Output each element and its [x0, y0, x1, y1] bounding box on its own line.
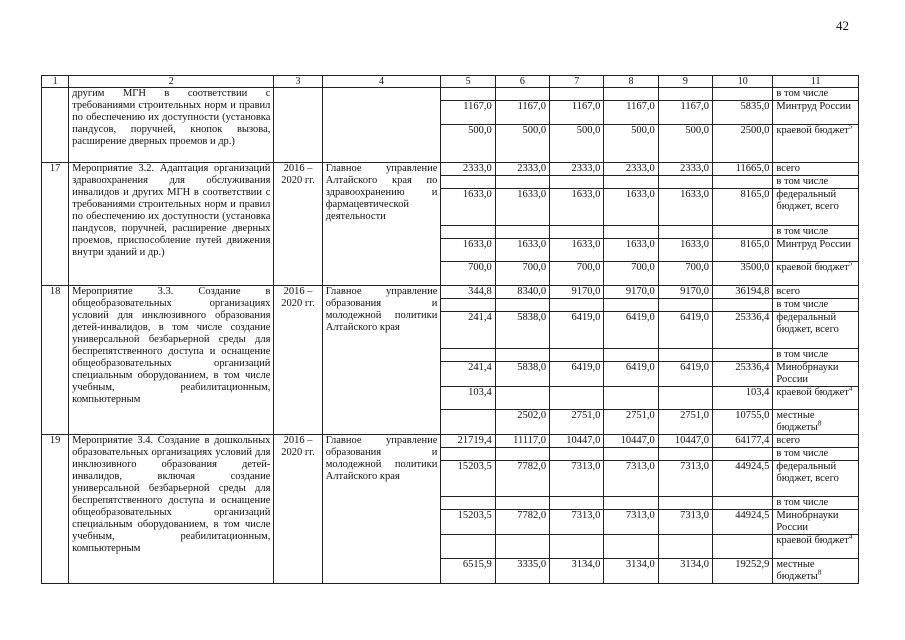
- year-value: 344,8: [441, 286, 495, 299]
- year-value: 500,0: [441, 125, 495, 163]
- year-value: 3134,0: [604, 559, 658, 584]
- year-value: [441, 497, 495, 510]
- year-value: 500,0: [604, 125, 658, 163]
- year-value: 21719,4: [441, 435, 495, 448]
- funding-source-label: федеральный бюджет, всего: [776, 312, 839, 335]
- year-value: 3335,0: [495, 559, 549, 584]
- year-value: [441, 410, 495, 435]
- page-number: 42: [836, 18, 849, 33]
- year-value: 7313,0: [604, 461, 658, 497]
- year-value: 1633,0: [441, 239, 495, 262]
- funding-source-label: краевой бюджет: [776, 262, 849, 273]
- year-value: 2333,0: [604, 163, 658, 176]
- column-number-2: 2: [69, 76, 274, 88]
- period: [274, 88, 322, 163]
- total-value: [713, 176, 773, 189]
- funding-source-label: в том числе: [776, 349, 829, 360]
- year-value: 15203,5: [441, 461, 495, 497]
- total-value: 2500,0: [713, 125, 773, 163]
- year-value: [550, 88, 604, 101]
- year-value: 2502,0: [495, 410, 549, 435]
- year-value: 1633,0: [441, 189, 495, 226]
- year-value: 1167,0: [658, 101, 712, 125]
- funding-source: [773, 88, 859, 101]
- funding-source: [773, 299, 859, 312]
- year-value: 5838,0: [495, 362, 549, 387]
- year-value: [604, 226, 658, 239]
- funding-source: [773, 101, 859, 125]
- funding-source-label: всего: [776, 163, 801, 174]
- year-value: 500,0: [495, 125, 549, 163]
- year-value: [604, 176, 658, 189]
- year-value: [495, 497, 549, 510]
- year-value: 1167,0: [495, 101, 549, 125]
- funding-source-label: краевой бюджет: [776, 387, 849, 398]
- column-number-1: 1: [42, 76, 69, 88]
- year-value: [495, 176, 549, 189]
- header-row: [42, 76, 859, 88]
- measure-number: 17: [42, 163, 69, 286]
- year-value: [604, 349, 658, 362]
- year-value: [604, 88, 658, 101]
- period: 2016 – 2020 гг.: [274, 435, 322, 584]
- funding-source: [773, 497, 859, 510]
- funding-source: [773, 448, 859, 461]
- total-value: 8165,0: [713, 239, 773, 262]
- year-value: [495, 226, 549, 239]
- year-value: 1633,0: [495, 189, 549, 226]
- year-value: [658, 88, 712, 101]
- funding-source: [773, 559, 859, 584]
- measure-number: [42, 88, 69, 163]
- funding-source-label: федеральный бюджет, всего: [776, 189, 839, 212]
- year-value: 8340,0: [495, 286, 549, 299]
- year-value: 6419,0: [658, 312, 712, 349]
- column-number-5: 5: [441, 76, 495, 88]
- budget-table: [41, 75, 859, 584]
- year-value: [441, 448, 495, 461]
- footnote-mark: 4: [848, 386, 853, 393]
- year-value: 10447,0: [658, 435, 712, 448]
- total-value: [713, 226, 773, 239]
- funding-source: [773, 163, 859, 176]
- year-value: 6419,0: [604, 312, 658, 349]
- funding-source: [773, 312, 859, 349]
- year-value: [495, 349, 549, 362]
- year-value: [604, 299, 658, 312]
- table-row: [42, 435, 859, 448]
- funding-source-label: краевой бюджет: [776, 535, 849, 546]
- funding-source: [773, 362, 859, 387]
- footnote-mark: 8: [817, 568, 822, 577]
- year-value: 6419,0: [658, 362, 712, 387]
- year-value: [658, 448, 712, 461]
- column-number-4: 4: [322, 76, 441, 88]
- funding-source-label: в том числе: [776, 448, 829, 459]
- measure-description: другим МГН в соответствии с требованиями строительных норм и правил по обеспечению их доступности (установка пандусов, поручней, кнопок вызова, расширение дверных проемов и др.): [69, 88, 274, 163]
- funding-source: [773, 125, 859, 163]
- year-value: 7782,0: [495, 461, 549, 497]
- year-value: [658, 535, 712, 559]
- funding-source-label: в том числе: [776, 226, 829, 237]
- total-value: 36194,8: [713, 286, 773, 299]
- funding-source: [773, 410, 859, 435]
- executor: [322, 88, 441, 163]
- year-value: 1633,0: [658, 239, 712, 262]
- year-value: [658, 299, 712, 312]
- year-value: 7313,0: [550, 461, 604, 497]
- footnote-mark: 4: [848, 534, 853, 541]
- year-value: [441, 535, 495, 559]
- year-value: [604, 387, 658, 410]
- year-value: [550, 349, 604, 362]
- year-value: 1633,0: [604, 189, 658, 226]
- measure-description: Мероприятие 3.3. Создание в общеобразовательных организациях условий для инклюзивного образования детей-инвалидов, в том числе создание универсальной безбарьерной среды для беспрепятственного доступа и оснащение общеобразовательных организаций специальным оборудованием, в том числе учебным, реабилитационным, компьютерным: [69, 286, 274, 435]
- funding-source-label: Минобрнауки России: [776, 362, 839, 385]
- year-value: 2751,0: [550, 410, 604, 435]
- executor: Главное управление образования и молодежной политики Алтайского края: [322, 286, 441, 435]
- year-value: 5838,0: [495, 312, 549, 349]
- footnote-mark: 5: [848, 124, 853, 131]
- period: 2016 – 2020 гг.: [274, 286, 322, 435]
- total-value: 3500,0: [713, 262, 773, 286]
- year-value: 1633,0: [550, 239, 604, 262]
- year-value: 7782,0: [495, 510, 549, 535]
- executor: Главное управление образования и молодежной политики Алтайского края: [322, 435, 441, 584]
- footnote-mark: 8: [817, 419, 822, 428]
- funding-source: [773, 349, 859, 362]
- total-value: [713, 349, 773, 362]
- column-number-9: 9: [658, 76, 712, 88]
- year-value: [604, 535, 658, 559]
- column-number-7: 7: [550, 76, 604, 88]
- period: 2016 – 2020 гг.: [274, 163, 322, 286]
- measure-number: 19: [42, 435, 69, 584]
- table-row: [42, 88, 859, 101]
- funding-source: [773, 189, 859, 226]
- year-value: 15203,5: [441, 510, 495, 535]
- year-value: [495, 387, 549, 410]
- measure-number: 18: [42, 286, 69, 435]
- year-value: 10447,0: [550, 435, 604, 448]
- funding-source-label: федеральный бюджет, всего: [776, 461, 839, 484]
- total-value: [713, 535, 773, 559]
- year-value: 9170,0: [604, 286, 658, 299]
- funding-source-label: в том числе: [776, 497, 829, 508]
- year-value: [658, 349, 712, 362]
- total-value: [713, 299, 773, 312]
- year-value: [495, 88, 549, 101]
- year-value: 3134,0: [658, 559, 712, 584]
- year-value: 1167,0: [550, 101, 604, 125]
- year-value: [495, 299, 549, 312]
- funding-source: [773, 461, 859, 497]
- funding-source: [773, 239, 859, 262]
- funding-source-label: в том числе: [776, 176, 829, 187]
- year-value: 2751,0: [658, 410, 712, 435]
- funding-source-label: местные бюджеты: [776, 410, 818, 433]
- year-value: 1633,0: [658, 189, 712, 226]
- year-value: 2333,0: [495, 163, 549, 176]
- year-value: [604, 497, 658, 510]
- table-row: [42, 163, 859, 176]
- funding-source: [773, 176, 859, 189]
- year-value: [550, 176, 604, 189]
- year-value: 1633,0: [604, 239, 658, 262]
- funding-source: [773, 387, 859, 410]
- year-value: [550, 535, 604, 559]
- year-value: 10447,0: [604, 435, 658, 448]
- funding-source: [773, 435, 859, 448]
- year-value: [658, 497, 712, 510]
- year-value: [441, 299, 495, 312]
- year-value: 7313,0: [658, 461, 712, 497]
- year-value: 7313,0: [658, 510, 712, 535]
- year-value: 500,0: [658, 125, 712, 163]
- year-value: 700,0: [658, 262, 712, 286]
- year-value: 1167,0: [441, 101, 495, 125]
- funding-source-label: Минобрнауки России: [776, 510, 839, 533]
- footnote-mark: 5: [848, 261, 853, 268]
- funding-source-label: всего: [776, 435, 801, 446]
- year-value: [550, 226, 604, 239]
- total-value: 44924,5: [713, 510, 773, 535]
- year-value: [441, 349, 495, 362]
- column-number-6: 6: [495, 76, 549, 88]
- year-value: 1633,0: [550, 189, 604, 226]
- year-value: 6515,9: [441, 559, 495, 584]
- year-value: [441, 176, 495, 189]
- measure-description: Мероприятие 3.2. Адаптация организаций здравоохранения для обслуживания инвалидов и других МГН в соответствии с требованиями строительных норм и правил по обеспечению их доступности (установка пандусов, поручней, расширение дверных проемов, приспособление путей движения внутри зданий и др.): [69, 163, 274, 286]
- funding-source-label: краевой бюджет: [776, 125, 849, 136]
- year-value: 103,4: [441, 387, 495, 410]
- total-value: 25336,4: [713, 312, 773, 349]
- year-value: [658, 226, 712, 239]
- total-value: 25336,4: [713, 362, 773, 387]
- year-value: [441, 88, 495, 101]
- year-value: 700,0: [441, 262, 495, 286]
- year-value: 700,0: [604, 262, 658, 286]
- year-value: 500,0: [550, 125, 604, 163]
- year-value: 1633,0: [495, 239, 549, 262]
- year-value: 7313,0: [604, 510, 658, 535]
- year-value: [658, 176, 712, 189]
- year-value: 700,0: [550, 262, 604, 286]
- funding-source-label: всего: [776, 286, 801, 297]
- column-number-10: 10: [713, 76, 773, 88]
- funding-source-label: местные бюджеты: [776, 559, 818, 582]
- total-value: 64177,4: [713, 435, 773, 448]
- year-value: 241,4: [441, 312, 495, 349]
- year-value: [550, 497, 604, 510]
- year-value: 2333,0: [441, 163, 495, 176]
- measure-description: Мероприятие 3.4. Создание в дошкольных образовательных организациях условий для инклюзивного образования детей-инвалидов, включая создание универсальной безбарьерной среды для беспрепятственного доступа и оснащение общеобразовательных организаций специальным оборудованием, в том числе учебным, реабилитационным, компьютерным: [69, 435, 274, 584]
- table-row: [42, 286, 859, 299]
- total-value: [713, 88, 773, 101]
- year-value: 11117,0: [495, 435, 549, 448]
- funding-source-label: Минтруд России: [776, 239, 852, 250]
- funding-source-label: в том числе: [776, 88, 829, 99]
- total-value: 10755,0: [713, 410, 773, 435]
- funding-source: [773, 262, 859, 286]
- year-value: 1167,0: [604, 101, 658, 125]
- funding-source: [773, 286, 859, 299]
- funding-source: [773, 535, 859, 559]
- year-value: 2333,0: [658, 163, 712, 176]
- year-value: 6419,0: [550, 312, 604, 349]
- year-value: [604, 448, 658, 461]
- funding-source-label: Минтруд России: [776, 101, 852, 112]
- funding-source: [773, 226, 859, 239]
- funding-source: [773, 510, 859, 535]
- year-value: 2751,0: [604, 410, 658, 435]
- total-value: [713, 448, 773, 461]
- executor: Главное управление Алтайского края по здравоохранению и фармацевтической деятельности: [322, 163, 441, 286]
- column-number-3: 3: [274, 76, 322, 88]
- total-value: [713, 497, 773, 510]
- total-value: 103,4: [713, 387, 773, 410]
- year-value: 9170,0: [658, 286, 712, 299]
- year-value: 3134,0: [550, 559, 604, 584]
- year-value: [495, 535, 549, 559]
- year-value: [550, 299, 604, 312]
- year-value: [550, 387, 604, 410]
- year-value: 6419,0: [550, 362, 604, 387]
- total-value: 44924,5: [713, 461, 773, 497]
- total-value: 8165,0: [713, 189, 773, 226]
- column-number-11: 11: [773, 76, 859, 88]
- year-value: [495, 448, 549, 461]
- total-value: 19252,9: [713, 559, 773, 584]
- year-value: 241,4: [441, 362, 495, 387]
- total-value: 11665,0: [713, 163, 773, 176]
- year-value: 700,0: [495, 262, 549, 286]
- funding-source-label: в том числе: [776, 299, 829, 310]
- year-value: 9170,0: [550, 286, 604, 299]
- year-value: [658, 387, 712, 410]
- year-value: [441, 226, 495, 239]
- column-number-8: 8: [604, 76, 658, 88]
- total-value: 5835,0: [713, 101, 773, 125]
- year-value: 2333,0: [550, 163, 604, 176]
- year-value: [550, 448, 604, 461]
- year-value: 7313,0: [550, 510, 604, 535]
- year-value: 6419,0: [604, 362, 658, 387]
